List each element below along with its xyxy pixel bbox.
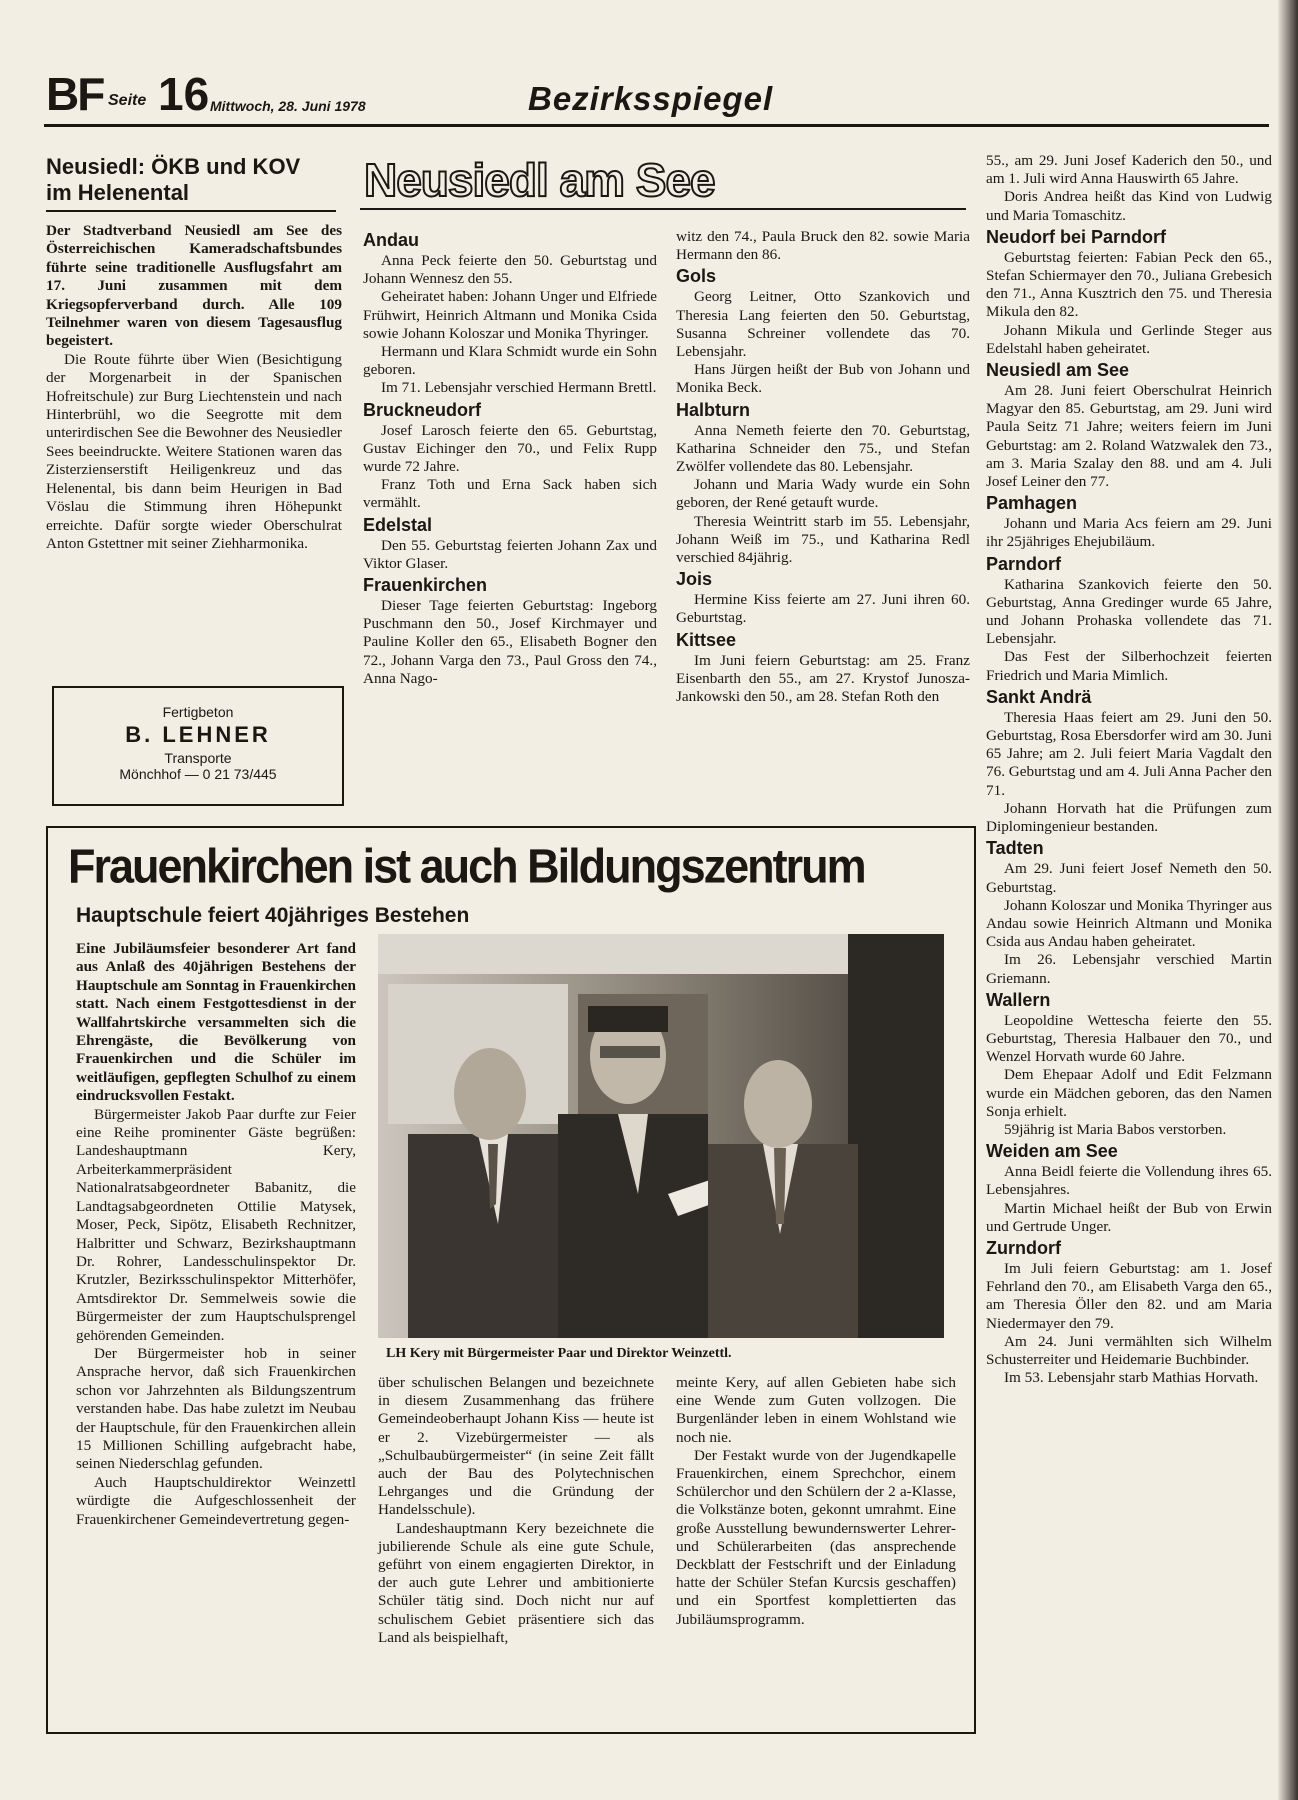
place-heading: Parndorf [986, 553, 1062, 574]
section-title: Bezirksspiegel [528, 80, 774, 117]
ad-line3: Transporte [164, 750, 232, 766]
place-heading: Tadten [986, 838, 1044, 859]
place-heading: Halbturn [676, 399, 750, 420]
news-paragraph: Im 26. Lebensjahr verschied Martin Griemann. [986, 951, 1272, 987]
news-paragraph: Im 71. Lebensjahr verschied Hermann Brettl. [381, 379, 657, 397]
place-heading: Neusiedl am See [986, 360, 1130, 381]
article2-col2-p1: über schulischen Belangen und bezeichnete in diesem Zusammenhang das frühere Gemeindeoberhaupt Johann Kiss — heute ist er 2. Vizebürgermeister — als „Schulbaubürgermeister“ (in seine Zeit fällt auch der Bau des Polytechnischen Lehrganges und die Gründung der Handelsschule). [378, 1374, 654, 1519]
header-rule [44, 124, 1269, 127]
place-heading: Frauenkirchen [363, 575, 488, 596]
news-paragraph: Geburtstag feierten: Fabian Peck den 65., Stefan Schiermayer den 70., Juliana Grebesich den 71., Anna Kusztrich den 75. und Theresia Mikula den 82. [986, 248, 1272, 321]
news-paragraph: Franz Toth und Erna Sack haben sich vermählt. [363, 476, 657, 512]
article2-photo [378, 934, 944, 1338]
page-number: 16 [158, 68, 210, 120]
news-column-c [986, 152, 1272, 1387]
place-heading: Wallern [986, 989, 1051, 1010]
article1-body: Die Route führte über Wien (Besichtigung der Morgenarbeit in der Spanischen Hofreitschule) zur Burg Liechtenstein und nach Hinterbrühl, wo die Seegrotte mit dem unterirdischen See die Bewohner des Neusiedler Sees beeindruckte. Weitere Stationen waren das Zisterzienserstift Heiligenkreuz und das Helenental, bis dann beim Heurigen in Bad Vöslau die Stimmung ihren Höhepunkt erreichte. Dafür sorgte wieder Oberschulrat Anton Gstettner mit seiner Ziehharmonika. [46, 350, 342, 552]
news-paragraph: Martin Michael heißt der Bub von Erwin und Gertrude Unger. [986, 1199, 1272, 1235]
news-paragraph: 59jährig ist Maria Babos verstorben. [1004, 1120, 1227, 1138]
news-paragraph: Im 53. Lebensjahr starb Mathias Horvath. [1004, 1369, 1259, 1387]
news-paragraph: Im Juni feiern Geburtstag: am 25. Franz Eisenbarth den 55., am 27. Krystof Junosza-Jankowski den 50., am 28. Stefan Roth den [676, 651, 970, 706]
news-paragraph: Am 24. Juni vermählten sich Wilhelm Schusterreiter und Heidemarie Buchbinder. [986, 1332, 1272, 1368]
place-heading: Gols [676, 266, 717, 287]
news-paragraph: Den 55. Geburtstag feierten Johann Zax und Viktor Glaser. [363, 536, 657, 572]
news-paragraph: Leopoldine Wettescha feierte den 55. Geburtstag, Theresia Halbauer den 70., und Wenzel Horvath wurde 60 Jahre. [986, 1011, 1272, 1066]
news-paragraph: Im Juli feiern Geburtstag: am 1. Josef Fehrland den 70., am Elisabeth Varga den 65., am Theresia Öller den 82. und am Maria Niedermayer den 79. [986, 1259, 1272, 1332]
article1-headline [46, 154, 346, 206]
article2-lead: Eine Jubiläumsfeier besonderer Art fand aus Anlaß des 40jährigen Bestehens der Hauptschule am Sonntag in Frauenkirchen statt. Nach einem Festgottesdienst in der Wallfahrtskirche versammelten sich die Ehrengäste, die Bevölkerung von Frauenkirchen und die Schüler im weitläufigen, gepflegten Schulhof zu einem eindrucksvollen Festakt. [76, 940, 356, 1105]
place-heading: Weiden am See [986, 1141, 1118, 1162]
photo-caption: LH Kery mit Bürgermeister Paar und Direktor Weinzettl. [386, 1346, 732, 1361]
place-heading: Jois [676, 569, 713, 590]
article1-text [46, 222, 342, 553]
news-paragraph: Hermine Kiss feierte am 27. Juni ihren 60. Geburtstag. [676, 591, 970, 627]
news-paragraph: Georg Leitner, Otto Szankovich und Theresia Lang feierten den 50. Geburtstag, Susanna Schreiner vollendete das 70. Lebensjahr. [676, 288, 970, 361]
binding-edge [1278, 0, 1298, 1800]
news-paragraph: Dem Ehepaar Adolf und Edit Felzmann wurde ein Mädchen geboren, das den Namen Sonja erhielt. [986, 1066, 1272, 1120]
article2-col2 [378, 1374, 654, 1647]
news-paragraph: Am 28. Juni feiert Oberschulrat Heinrich Magyar den 85. Geburtstag, am 29. Juni wird Paula Seitz 71 Jahre; weiters feiern im Juni Geburtstag: am 2. Roland Watzwalek den 73., am 3. Maria Szalay den 88. und am 4. Juli Josef Leiner den 77. [986, 382, 1272, 491]
ad-line4: Mönchhof — 0 21 73/445 [119, 766, 277, 782]
news-paragraph: Geheiratet haben: Johann Unger und Elfriede Frühwirt, Heinrich Altmann und Monika Csida sowie Johann Koloszar und Monika Thyringer. [363, 288, 657, 342]
news-paragraph: Das Fest der Silberhochzeit feierten Friedrich und Maria Mimlich. [986, 648, 1272, 684]
article2-col1 [76, 940, 356, 1529]
place-heading: Pamhagen [986, 493, 1078, 514]
article2-col3-p2: Der Festakt wurde von der Jugendkapelle Frauenkirchen, einem Sprechchor, einem Schülerchor und den Schülern der 2 a-Klasse, die Volkstänze boten, gekonnt umrahmt. Eine große Ausstellung bewundernswerter Lehrer- und Schülerarbeiten (das ansprechende Deckblatt der Festschrift und der Einladung hatte der Schüler Stefan Kurcsis geschaffen) und ein Sportfest komplettierten das Jubiläumsprogramm. [676, 1446, 956, 1628]
news-paragraph: Johann Mikula und Gerlinde Steger aus Edelstahl haben geheiratet. [986, 321, 1272, 357]
region-rule [360, 208, 966, 210]
place-heading: Zurndorf [986, 1237, 1061, 1258]
ad-line2: B. LEHNER [125, 722, 271, 747]
article2-col1-p2: Der Bürgermeister hob in seiner Ansprache hervor, daß sich Frauenkirchen schon vor Jahrzehnten als Bildungszentrum verstanden habe. Das habe zuletzt im Neubau der Hauptschule, für den Frauenkirchen allein 15 Millionen Schilling aufgebracht habe, seinen Niederschlag gefunden. [76, 1344, 356, 1473]
article2-col1-p3: Auch Hauptschuldirektor Weinzettl würdigte die Aufgeschlossenheit der Frauenkirchener Gemeindevertretung gegen- [76, 1473, 356, 1528]
news-paragraph: Anna Beidl feierte die Vollendung ihres 65. Lebensjahres. [986, 1163, 1272, 1199]
article2-col3-p1: meinte Kery, auf allen Gebieten habe sich eine Wende zum Guten vollzogen. Die Burgenländer leben in einem Wohlstand wie noch nie. [676, 1374, 956, 1446]
region-title: Neusiedl am See [364, 154, 715, 206]
news-paragraph: Anna Nemeth feierte den 70. Geburtstag, Katharina Schneider den 75., und Stefan Zwölfer vollendete das 80. Lebensjahr. [676, 421, 970, 476]
logo: BF [46, 68, 104, 120]
article2-headline: Frauenkirchen ist auch Bildungszentrum [68, 838, 865, 894]
news-paragraph: Johann Horvath hat die Prüfungen zum Diplomingenieur bestanden. [986, 799, 1272, 836]
article1-headline-line2: im Helenental [46, 180, 190, 205]
news-column-a [363, 228, 657, 688]
article1-headline-line1: Neusiedl: ÖKB und KOV [46, 154, 301, 179]
news-paragraph: Johann und Maria Wady wurde ein Sohn geboren, der René getauft wurde. [676, 476, 970, 512]
article2-col3 [676, 1374, 956, 1629]
news-paragraph: Doris Andrea heißt das Kind von Ludwig und Maria Tomaschitz. [986, 188, 1272, 224]
article2-subheadline: Hauptschule feiert 40jähriges Bestehen [76, 904, 470, 927]
news-paragraph: Johann Koloszar und Monika Thyringer aus Andau sowie Heinrich Altmann und Monika Csida aus Andau haben geheiratet. [986, 896, 1272, 951]
place-heading: Neudorf bei Parndorf [986, 226, 1167, 247]
article1-lead: Der Stadtverband Neusiedl am See des Österreichischen Kameradschaftsbundes führte seine traditionelle Ausflugsfahrt am 17. Juni zusammen mit dem Kriegsopferverband durch. Alle 109 Teilnehmer waren von diesem Tagesausflug begeistert. [46, 222, 342, 350]
news-paragraph: Katharina Szankovich feierte den 50. Geburtstag, Anna Gredinger wurde 65 Jahre, und Johann Prohaska vollendete das 71. Lebensjahr. [986, 575, 1272, 648]
news-paragraph: witz den 74., Paula Bruck den 82. sowie Maria Hermann den 86. [676, 228, 970, 264]
news-paragraph: Dieser Tage feierten Geburtstag: Ingeborg Puschmann den 50., Josef Kirchmayer und Pauline Koller den 65., Elisabeth Bogner den 72., Johann Varga den 73., Paul Gross den 74., Anna Nago- [363, 597, 657, 687]
place-heading: Sankt Andrä [986, 686, 1092, 707]
news-paragraph: Am 29. Juni feiert Josef Nemeth den 50. Geburtstag. [986, 860, 1272, 896]
place-heading: Edelstal [363, 514, 433, 535]
ad-box [52, 686, 344, 806]
place-heading: Andau [363, 230, 419, 250]
news-paragraph: Theresia Weintritt starb im 55. Lebensjahr, Johann Weiß im 75., und Katharina Redl verschied 84jährig. [676, 512, 970, 567]
news-paragraph: Josef Larosch feierte den 65. Geburtstag, Gustav Eichinger den 70., und Felix Rupp wurde 72 Jahre. [363, 421, 657, 476]
news-paragraph: Anna Peck feierte den 50. Geburtstag und Johann Wennesz den 55. [363, 252, 657, 288]
article2-col2-p2: Landeshauptmann Kery bezeichnete die jubilierende Schule als eine gute Schule, geführt von einem engagierten Direktor, in der auch gute Lehrer und ambitionierte Schüler tätig sind. Doch nicht nur auf schulischem Gebiet präsentiere sich das Land als beispielhaft, [378, 1519, 654, 1646]
page-word: Seite [108, 92, 147, 109]
issue-date: Mittwoch, 28. Juni 1978 [210, 98, 366, 114]
photo-scene [378, 934, 944, 1338]
news-paragraph: Hans Jürgen heißt der Bub von Johann und Monika Beck. [676, 361, 970, 397]
news-paragraph: 55., am 29. Juni Josef Kaderich den 50., und am 1. Juli wird Anna Hauswirth 65 Jahre. [986, 152, 1272, 188]
article2-col1-p1: Bürgermeister Jakob Paar durfte zur Feier eine Reihe prominenter Gäste begrüßen: Landeshauptmann Kery, Arbeiterkammerpräsident Nationalratsabgeordneter Babanitz, die Landtagsabgeordneten Ottilie Matysek, Moser, Peck, Sipötz, Elisabeth Rechnitzer, Halbritter und Schwarz, Bezirkshauptmann Dr. Rohrer, Landesschulinspektor Dr. Krutzler, Bezirksschulinspektor Mitterhöfer, Amtsdirektor Dr. Semmelweis sowie die Bürgermeister der zum Hauptschulsprengel gehörenden Gemeinden. [76, 1105, 356, 1344]
news-paragraph: Hermann und Klara Schmidt wurde ein Sohn geboren. [363, 343, 657, 379]
ad-line1: Fertigbeton [162, 704, 234, 720]
article1-rule [46, 210, 336, 212]
place-heading: Kittsee [676, 629, 737, 650]
place-heading: Bruckneudorf [363, 399, 482, 420]
news-paragraph: Johann und Maria Acs feiern am 29. Juni ihr 25jähriges Ehejubiläum. [986, 515, 1272, 551]
news-column-b [676, 228, 970, 706]
news-paragraph: Theresia Haas feiert am 29. Juni den 50. Geburtstag, Rosa Ebersdorfer wird am 30. Juni 65 Jahre; am 2. Juli feiert Maria Vagdalt den 76. Geburtstag und am 4. Juli Anna Pacher den 71. [986, 708, 1272, 799]
